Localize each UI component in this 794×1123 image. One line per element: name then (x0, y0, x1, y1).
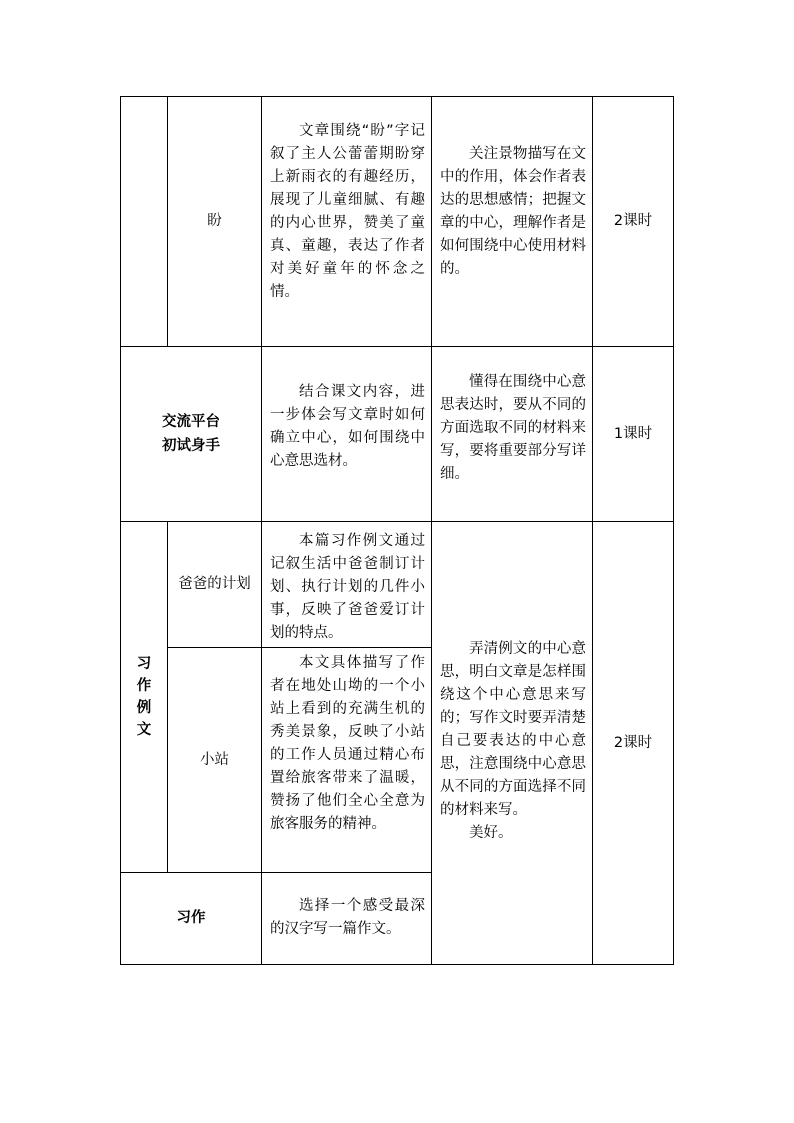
goal-cell-pan (432, 143, 592, 281)
lesson-title-pan (168, 97, 261, 346)
hours-cell-example (593, 522, 673, 964)
goal-cell-jiaoliu (432, 371, 592, 486)
label-char: 例 (136, 700, 152, 716)
goal-cell-example (432, 638, 592, 845)
label-char: 作 (136, 678, 152, 694)
section-title-line1: 交流平台 (162, 414, 220, 430)
hours-text: 2课时 (613, 734, 653, 751)
content-cell-jiaoliu (262, 381, 431, 473)
section-vertical-label (135, 653, 153, 741)
content-text: 文章围绕“盼”字记叙了主人公蕾蕾期盼穿上新雨衣的有趣经历，展现了儿童细腻、有趣的内心世界，赞美了童真、童趣，表达了作者对美好童年的怀念之情。 (270, 123, 425, 300)
content-text: 本文具体描写了作者在地处山坳的一个小站上看到的充满生机的秀美景象，反映了小站的工作人员通过精心布置给旅客带来了温暖，赞扬了他们全心全意为旅客服务的精神。 (270, 655, 425, 832)
table-border-right (673, 96, 674, 965)
hours-cell-jiaoliu (593, 347, 673, 521)
hours-text: 1课时 (613, 425, 653, 442)
goal-text: 关注景物描写在文中的作用，体会作者表达的思想感情；把握文章的中心，理解作者是如何围绕中心使用材料的。 (440, 146, 586, 277)
section-cell-jiaoliu (121, 347, 261, 521)
goal-extra-text: 美好。 (469, 825, 513, 841)
lesson-title-text: 小站 (200, 751, 229, 768)
lesson-title-baba (168, 522, 261, 647)
table-border-bottom (120, 964, 674, 965)
lesson-title-xiaozhan (168, 648, 261, 872)
content-text: 选择一个感受最深的汉字写一篇作文。 (270, 898, 425, 937)
content-cell-xiaozhan (262, 652, 431, 836)
lesson-title-text: 爸爸的计划 (178, 576, 251, 592)
goal-text: 懂得在围绕中心意思表达时，要从不同的方面选取不同的材料来写，要将重要部分写详细。 (440, 374, 586, 482)
hours-cell-pan (593, 97, 673, 346)
content-cell-pan (262, 120, 431, 304)
label-char: 文 (136, 722, 152, 738)
goal-text: 弄清例文的中心意思，明白文章是怎样围绕这个中心意思来写的；写作文时要弄清楚自己要表达的中心意思，注意围绕中心意思从不同的方面选择不同的材料来写。 (440, 641, 586, 818)
section-title-line2: 初试身手 (162, 438, 220, 454)
lesson-title-text: 盼 (207, 213, 222, 229)
label-char: 习 (136, 656, 152, 672)
section-cell-writing (121, 873, 261, 964)
content-cell-writing (262, 895, 431, 941)
content-text: 本篇习作例文通过记叙生活中爸爸制订计划、执行计划的几件小事，反映了爸爸爱订计划的特点。 (270, 533, 425, 641)
hours-text: 2课时 (613, 213, 653, 229)
section-title: 习作 (176, 910, 206, 926)
content-text: 结合课文内容，进一步体会写文章时如何确立中心，如何围绕中心意思选材。 (270, 384, 425, 469)
content-cell-baba (262, 530, 431, 645)
section-cell-example (121, 522, 167, 872)
